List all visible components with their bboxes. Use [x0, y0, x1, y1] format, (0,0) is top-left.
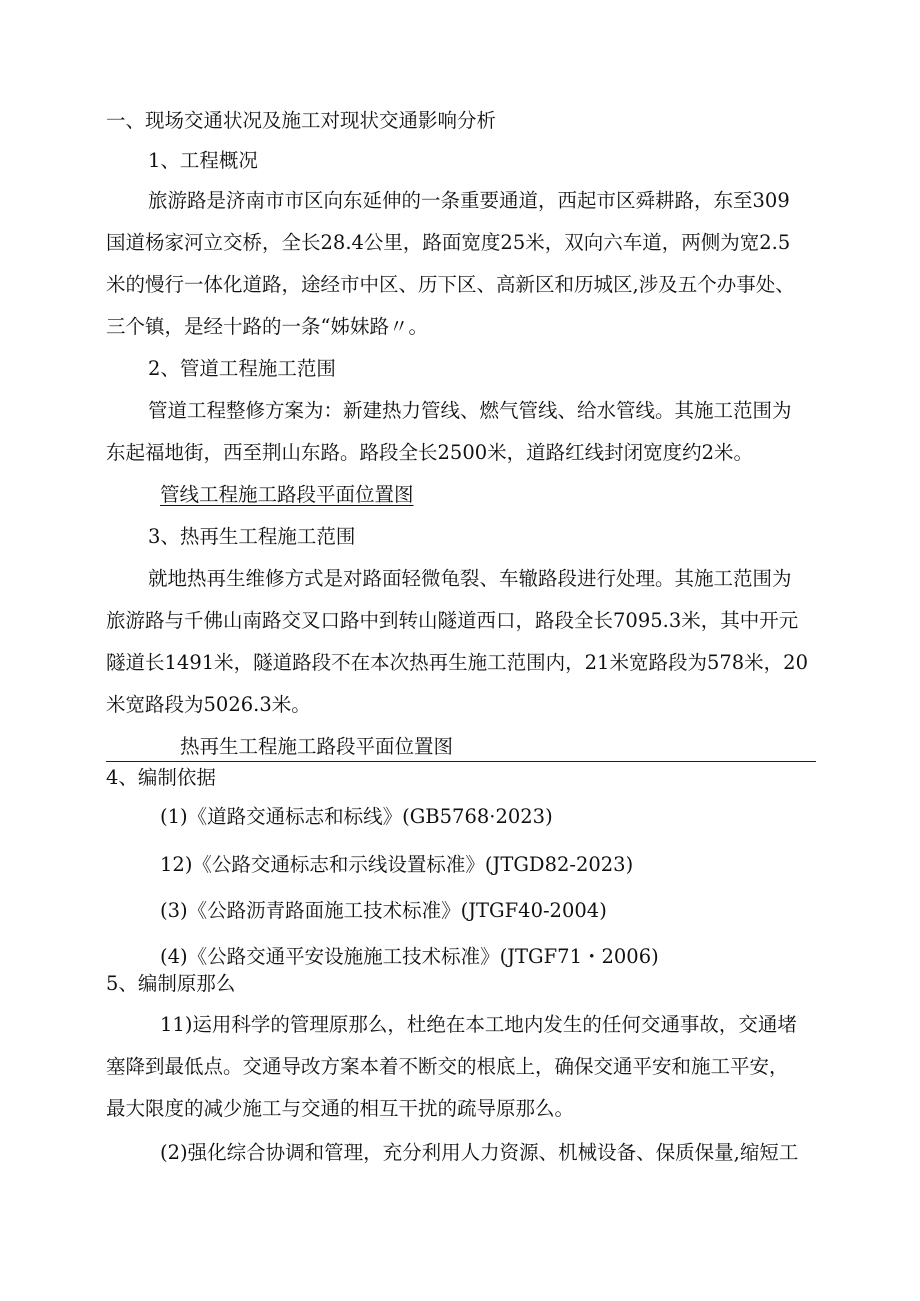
section-title-basis: 4、编制依据 [106, 766, 216, 789]
principle-1-line-1: 11)运用科学的管理原那么，杜绝在本工地内发生的任何交通事故，交通堵 [160, 1013, 797, 1036]
horizontal-rule [106, 761, 816, 762]
hot-recycling-line-3: 隧道长1491米，隧道路段不在本次热再生施工范围内，21米宽路段为578米，20 [106, 651, 808, 674]
basis-item-3: (3)《公路沥青路面施工技术标准》(JTGF40-2004) [160, 899, 607, 922]
hot-recycling-line-2: 旅游路与千佛山南路交叉口路中到转山隧道西口，路段全长7095.3米，其中开元 [106, 609, 799, 632]
overview-line-4: 三个镇，是经十路的一条“姊妹路〃。 [106, 315, 428, 338]
subsection-title-overview: 1、工程概况 [148, 149, 258, 172]
hot-recycling-line-4: 米宽路段为5026.3米。 [106, 693, 311, 716]
principle-1-line-3: 最大限度的减少施工与交通的相互干扰的疏导原那么。 [106, 1097, 575, 1120]
overview-line-3: 米的慢行一体化道路，途经市中区、历下区、高新区和历城区,涉及五个办事处、 [106, 273, 795, 296]
principle-1-line-2: 塞降到最低点。交通导改方案本着不断交的根底上，确保交通平安和施工平安， [106, 1055, 789, 1078]
principle-2-line-1: (2)强化综合协调和管理，充分利用人力资源、机械设备、保质保量,缩短工 [160, 1141, 799, 1164]
pipeline-line-1: 管道工程整修方案为：新建热力管线、燃气管线、给水管线。其施工范围为 [148, 399, 792, 422]
overview-line-1: 旅游路是济南市市区向东延伸的一条重要通道，西起市区舜耕路，东至309 [148, 189, 790, 212]
hot-recycling-figure-caption: 热再生工程施工路段平面位置图 [180, 735, 454, 758]
section-heading: 一、现场交通状况及施工对现状交通影响分析 [106, 109, 497, 132]
subsection-title-pipeline: 2、管道工程施工范围 [148, 357, 336, 380]
pipeline-figure-caption: 管线工程施工路段平面位置图 [160, 483, 414, 506]
pipeline-line-2: 东起福地街，西至荆山东路。路段全长2500米，道路红线封闭宽度约2米。 [106, 441, 754, 464]
hot-recycling-line-1: 就地热再生维修方式是对路面轻微龟裂、车辙路段进行处理。其施工范围为 [148, 567, 792, 590]
basis-item-4: (4)《公路交通平安设施施工技术标准》(JTGF71・2006) [160, 945, 659, 968]
section-title-principles: 5、编制原那么 [106, 972, 236, 995]
subsection-title-hot-recycling: 3、热再生工程施工范围 [148, 525, 356, 548]
basis-item-2: 12)《公路交通标志和示线设置标准》(JTGD82-2023) [160, 853, 634, 876]
overview-line-2: 国道杨家河立交桥，全长28.4公里，路面宽度25米，双向六车道，两侧为宽2.5 [106, 231, 791, 254]
basis-item-1: (1)《道路交通标志和标线》(GB5768·2023) [160, 805, 553, 828]
